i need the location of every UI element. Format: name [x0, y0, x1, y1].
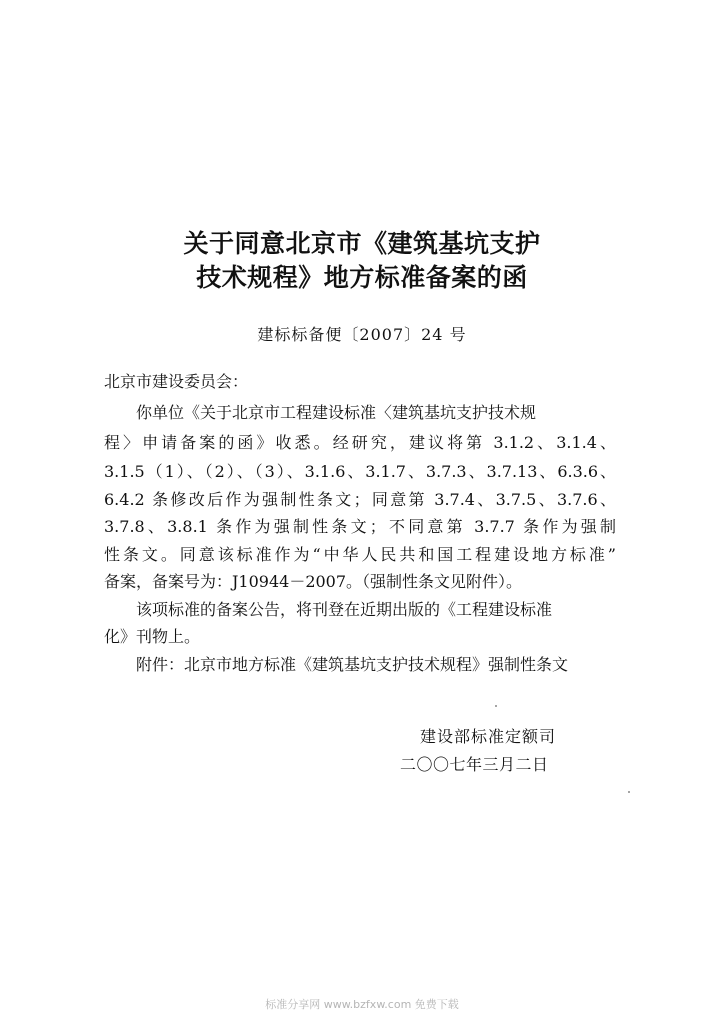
title-line-1: 关于同意北京市《建筑基坑支护	[183, 229, 541, 258]
document-number: 建标标备便〔2007〕24 号	[257, 325, 467, 344]
signature-organization: 建设部标准定额司	[420, 727, 557, 746]
body-line-4: 6.4.2 条修改后作为强制性条文；同意第 3.7.4、3.7.5、3.7.6、	[104, 490, 616, 509]
body-line-3: 3.1.5（1）、（2）、（3）、3.1.6、3.1.7、3.7.3、3.7.13、6.3.6、	[104, 462, 616, 481]
scan-speck	[628, 791, 630, 793]
title-line-2: 技术规程》地方标准备案的函	[196, 263, 528, 292]
watermark-footer: 标准分享网 www.bzfxw.com 免费下载	[265, 998, 459, 1011]
body-line-6: 性条文。同意该标准作为“中华人民共和国工程建设地方标准”	[104, 545, 616, 564]
body-line-8: 该项标准的备案公告，将刊登在近期出版的《工程建设标准	[136, 600, 553, 619]
salutation: 北京市建设委员会：	[104, 372, 249, 391]
body-line-7: 备案，备案号为：J10944－2007。（强制性条文见附件）。	[104, 572, 523, 591]
signature-date: 二〇〇七年三月二日	[400, 755, 549, 774]
body-line-9: 化》刊物上。	[104, 627, 201, 646]
scan-speck	[495, 705, 497, 707]
body-line-1: 你单位《关于北京市工程建设标准〈建筑基坑支护技术规	[136, 403, 537, 422]
body-line-2: 程〉申请备案的函》收悉。经研究，建议将第 3.1.2、3.1.4、	[104, 433, 616, 452]
attachment-line: 附件：北京市地方标准《建筑基坑支护技术规程》强制性条文	[136, 655, 569, 674]
body-line-5: 3.7.8、3.8.1 条作为强制性条文；不同意第 3.7.7 条作为强制	[104, 517, 616, 536]
